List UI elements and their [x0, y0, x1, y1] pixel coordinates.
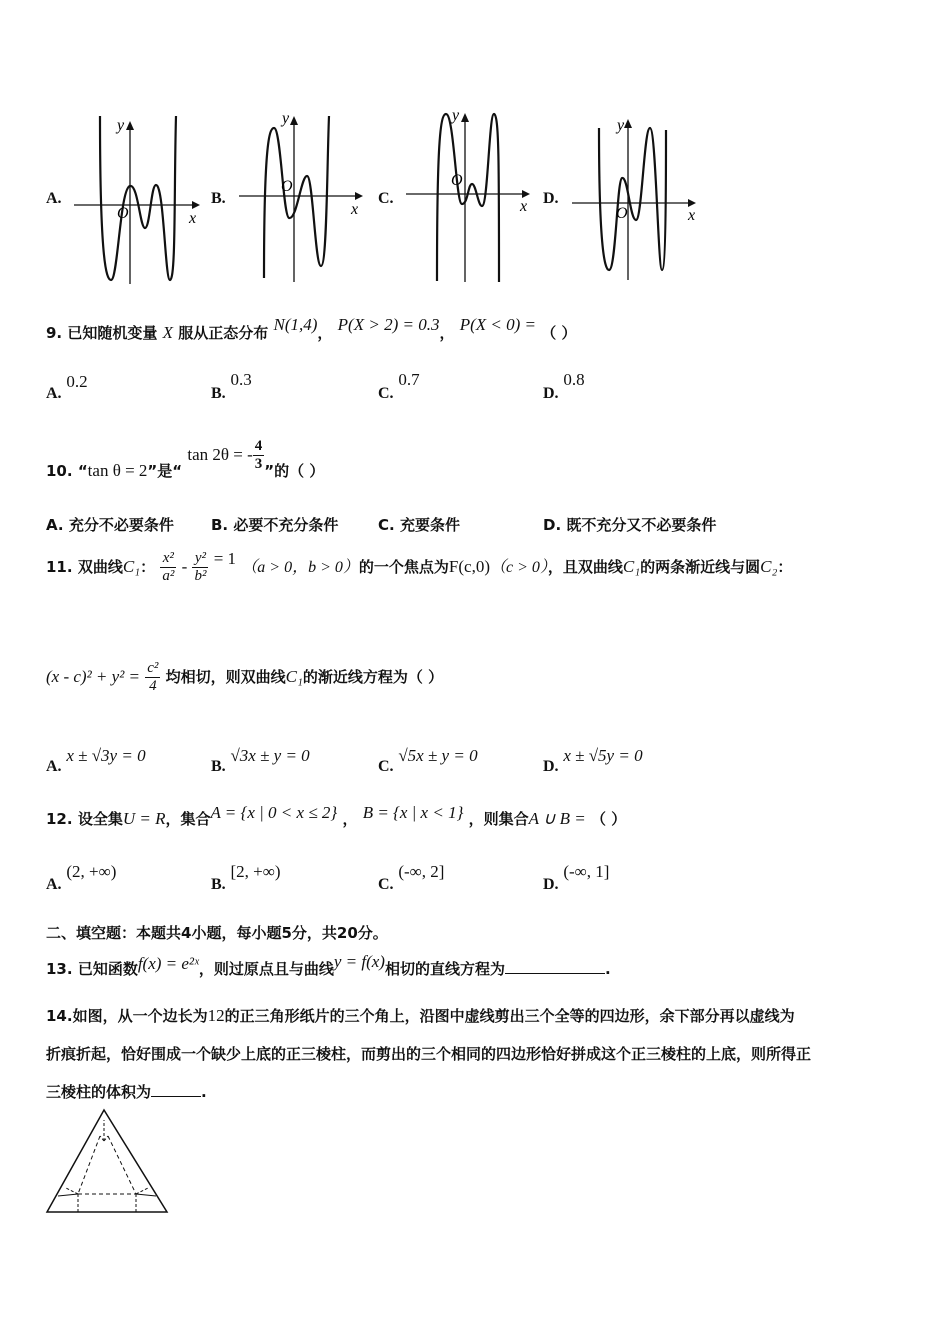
q8-graph-c-axis-y: y: [452, 107, 460, 124]
q8-graph-d-axis-y: y: [617, 117, 625, 134]
q13-func: f(x) = e²ˣ: [137, 954, 199, 973]
q11-option-a-value: x ± √3y = 0: [66, 746, 146, 765]
q11-frac1-num: x²: [160, 550, 176, 568]
q10-option-c: [378, 514, 460, 535]
q13-end: .: [604, 960, 611, 978]
q11-text1: 双曲线: [77, 558, 123, 576]
q12-sep: ，: [342, 810, 358, 828]
q12-text2: ，集合: [165, 810, 211, 828]
q9-stem: [46, 315, 577, 343]
q11-text4: 的两条渐近线与圆: [640, 558, 761, 576]
q12-option-b-value: [2, +∞): [230, 862, 281, 881]
q11-circle-den: 4: [149, 678, 157, 694]
q10-option-a-value: 充分不必要条件: [68, 516, 174, 534]
q11-c1b: C₁: [622, 557, 641, 576]
q12-number: 12.: [46, 810, 73, 828]
q13-text3: 相切的直线方程为: [384, 960, 505, 978]
q12-option-a-label: A.: [46, 876, 62, 893]
q14-line1-b: 的正三角形纸片的三个角上，沿图中虚线剪出三个全等的四边形，余下部分再以虚线为: [224, 1007, 795, 1025]
q11-option-c: [378, 746, 478, 775]
q12-option-c-label: C.: [378, 876, 394, 893]
q14-line3: [46, 1081, 207, 1102]
q11-text6: 的渐近线方程为（ ）: [302, 668, 444, 686]
q12-option-d-label: D.: [543, 876, 559, 893]
q9-number: 9.: [46, 324, 63, 342]
q11-cond2: （c > 0）: [489, 559, 548, 576]
q9-option-a-value: 0.2: [66, 372, 88, 391]
q9-option-a-label: A.: [46, 385, 62, 402]
q12-option-c-value: (-∞, 2]: [398, 862, 445, 881]
q8-option-a-label: A.: [46, 190, 62, 207]
q8-option-d-label: D.: [543, 190, 559, 207]
q10-option-b: [211, 514, 338, 535]
q11-circle-num: c²: [147, 660, 159, 676]
q12-option-a-value: (2, +∞): [66, 862, 117, 881]
q11-c2: C₂: [760, 557, 778, 576]
q12-universe: U = R: [122, 809, 166, 828]
q10-number: 10.: [46, 462, 73, 480]
q11-frac2-den: b²: [194, 568, 207, 584]
q10-cond2-lhs: tan 2θ = -: [187, 445, 253, 464]
q11-frac1-den: a²: [162, 568, 175, 584]
q11-text3: ，且双曲线: [547, 558, 623, 576]
q13-answer-blank[interactable]: [505, 973, 605, 974]
q12-option-b: [211, 862, 281, 893]
q9-text2: 服从正态分布: [178, 324, 269, 342]
q10-cond1: tan θ = 2: [87, 461, 148, 480]
q12-option-a: [46, 862, 117, 893]
q9-option-b-value: 0.3: [230, 370, 252, 389]
q8-graph-b-axis-y: y: [282, 110, 290, 127]
q11-text5: 均相切，则双曲线: [165, 668, 286, 686]
q8-option-c-label: C.: [378, 190, 394, 207]
q12-option-c: [378, 862, 445, 893]
q12-bracket: （ ）: [591, 810, 627, 828]
q11-frac2-num: y²: [192, 550, 208, 568]
q9-option-a: [46, 372, 88, 402]
q12-setB: B = {x | x < 1}: [362, 803, 464, 822]
q11-c1: C₁: [122, 557, 141, 576]
q9-option-d-label: D.: [543, 385, 559, 402]
q11-minus: -: [181, 557, 188, 576]
q14-line2: 折痕折起，恰好围成一个缺少上底的正三棱柱，而剪出的三个相同的四边形恰好拼成这个正三棱柱的上底，则所得正: [46, 1045, 812, 1063]
q8-graph-c-origin: O: [451, 172, 463, 189]
q10-cond2-den: 3: [254, 456, 263, 472]
q11-circle-frac: [145, 660, 160, 695]
q9-option-b: [211, 370, 252, 402]
q8-graph-a-axis-x: x: [189, 210, 197, 227]
q14-number: 14.: [46, 1007, 73, 1025]
q10-option-a: [46, 514, 174, 535]
q13-number: 13.: [46, 960, 73, 978]
q11-c1c: C₁: [285, 667, 303, 686]
q8-graph-a-axis-y: y: [117, 117, 125, 134]
q10-text2: ”的（ ）: [264, 462, 325, 480]
q8-graph-d: [570, 110, 705, 288]
q14-answer-blank[interactable]: [151, 1096, 201, 1097]
q9-text1: 已知随机变量: [67, 324, 158, 342]
q12-text3: ，则集合: [468, 810, 529, 828]
q11-option-b-label: B.: [211, 758, 226, 775]
q8-graph-c-axis-x: x: [520, 198, 528, 215]
q8-graph-a-origin: O: [117, 205, 129, 222]
q11-focus: F(c,0): [448, 557, 490, 576]
q11-option-b: [211, 746, 310, 775]
q11-option-d-label: D.: [543, 758, 559, 775]
q10-option-b-label: B.: [211, 516, 229, 534]
q11-number: 11.: [46, 558, 73, 576]
q11-colon: ：: [140, 558, 156, 576]
q11-circle-lhs: (x - c)² + y² =: [46, 667, 141, 686]
q11-option-c-label: C.: [378, 758, 394, 775]
q14-line1: [46, 1005, 795, 1026]
q9-option-d: [543, 370, 585, 402]
q8-graph-c: [404, 106, 539, 284]
q13-text1: 已知函数: [77, 960, 138, 978]
q12-option-d: [543, 862, 610, 893]
q9-sep1: ，: [317, 324, 333, 342]
q8-option-b-label: B.: [211, 190, 226, 207]
q14-line1-a: 如图，从一个边长为: [72, 1007, 208, 1025]
q11-frac1: [160, 550, 176, 585]
q11-frac2: [192, 550, 208, 585]
q9-option-c-value: 0.7: [398, 370, 420, 389]
q9-dist: N(1,4): [273, 315, 318, 334]
q14-side: 12: [207, 1006, 225, 1025]
q13-stem: [46, 952, 611, 979]
q10-text1: ”是“: [147, 462, 183, 480]
q9-option-c-label: C.: [378, 385, 394, 402]
q9-option-c: [378, 370, 420, 402]
section2-title: 二、填空题：本题共4小题，每小题5分，共20分。: [46, 924, 388, 942]
q8-graph-d-origin: O: [616, 205, 628, 222]
q11-stem-line2: [46, 660, 443, 695]
q9-option-b-label: B.: [211, 385, 226, 402]
q10-option-c-label: C.: [378, 516, 395, 534]
q10-cond2-frac: [253, 438, 265, 473]
q9-prob1: P(X > 2) = 0.3: [337, 315, 440, 334]
q10-option-d: [543, 514, 716, 535]
q9-prob2: P(X < 0) =: [459, 315, 537, 334]
q11-option-a-label: A.: [46, 758, 62, 775]
q12-setA: A = {x | 0 < x ≤ 2}: [210, 803, 338, 822]
q11-option-a: [46, 746, 146, 775]
q12-option-d-value: (-∞, 1]: [563, 862, 610, 881]
q11-option-c-value: √5x ± y = 0: [398, 746, 478, 765]
q12-stem: [46, 803, 627, 829]
q12-expr: A ∪ B =: [528, 809, 586, 828]
q11-colon2: ：: [777, 558, 793, 576]
q8-graph-b-axis-x: x: [351, 201, 359, 218]
q11-option-d: [543, 746, 643, 775]
q10-option-d-label: D.: [543, 516, 562, 534]
q9-option-d-value: 0.8: [563, 370, 585, 389]
q9-sep2: ，: [439, 324, 455, 342]
q11-option-b-value: √3x ± y = 0: [230, 746, 310, 765]
q11-eq1: = 1: [213, 549, 237, 568]
q10-cond2-num: 4: [254, 438, 263, 454]
q8-graph-a: [72, 108, 207, 286]
q11-stem-line1: [46, 550, 792, 585]
q13-text2: ，则过原点且与曲线: [198, 960, 334, 978]
q9-var: X: [162, 323, 174, 342]
q11-text2: 的一个焦点为: [358, 558, 449, 576]
q13-curve: y = f(x): [333, 952, 385, 971]
q14-end: .: [201, 1083, 207, 1101]
q8-graph-b-origin: O: [281, 178, 293, 195]
q9-bracket: （ ）: [541, 324, 577, 342]
q12-option-b-label: B.: [211, 876, 226, 893]
q10-option-d-value: 既不充分又不必要条件: [566, 516, 717, 534]
q10-quote-open: “: [77, 462, 88, 480]
q10-option-a-label: A.: [46, 516, 64, 534]
q11-option-d-value: x ± √5y = 0: [563, 746, 643, 765]
q14-line3-text: 三棱柱的体积为: [46, 1083, 152, 1101]
q10-stem: [46, 430, 325, 480]
q12-text1: 设全集: [77, 810, 123, 828]
q8-graph-b: [237, 106, 372, 284]
q8-graph-d-axis-x: x: [688, 207, 696, 224]
q14-triangle-figure: [44, 1108, 170, 1216]
q10-option-b-value: 必要不充分条件: [233, 516, 339, 534]
q10-option-c-value: 充要条件: [399, 516, 460, 534]
q11-cond: （a > 0，b > 0）: [241, 559, 359, 576]
